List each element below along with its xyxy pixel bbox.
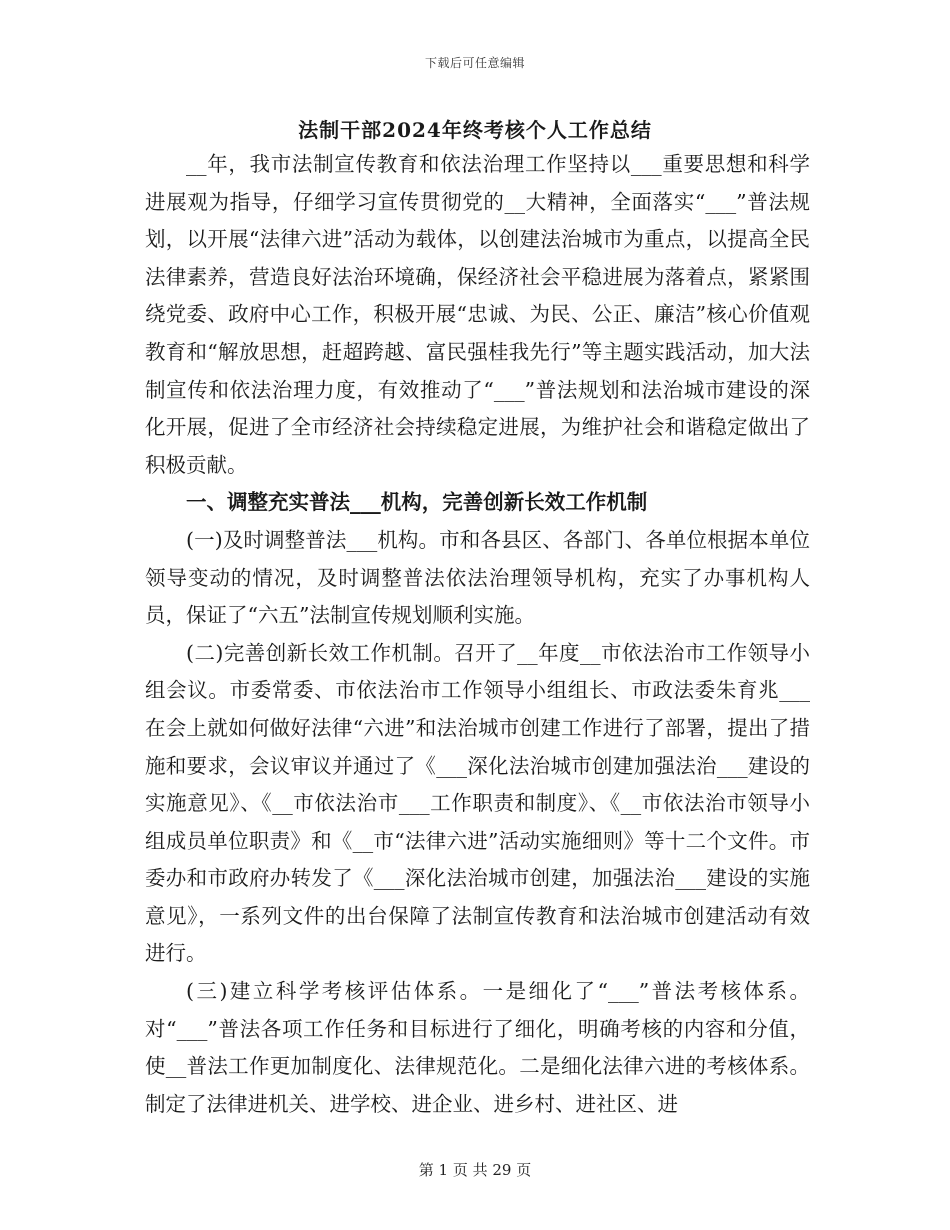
paragraph-item-3: (三)建立科学考核评估体系。一是细化了“___”普法考核体系。对“___”普法各项工作任务和目标进行了细化，明确考核的内容和分值，使__普法工作更加制度化、法律规范化。二是细化法律六进的考核体系。制定了法律进机关、进学校、进企业、进乡村、进社区、进	[145, 979, 810, 1116]
page-number-footer: 第 1 页 共 29 页	[418, 1161, 532, 1179]
intro-paragraph: __年，我市法制宣传教育和依法治理工作坚持以___重要思想和科学进展观为指导，仔细学习宣传贯彻党的__大精神，全面落实“___”普法规划，以开展“法律六进”活动为载体，以创建法治城市为重点，以提高全民法律素养，营造良好法治环境确，保经济社会平稳进展为落着点，紧紧围绕党委、政府中心工作，积极开展“忠诚、为民、公正、廉洁”核心价值观教育和“解放思想，赶超跨越、富民强桂我先行”等主题实践活动，加大法制宣传和依法治理力度，有效推动了“___”普法规划和法治城市建设的深化开展，促进了全市经济社会持续稳定进展，为维护社会和谐稳定做出了积极贡献。	[145, 152, 810, 477]
paragraph-item-1: (一)及时调整普法___机构。市和各县区、各部门、各单位根据本单位领导变动的情况，及时调整普法依法治理领导机构，充实了办事机构人员，保证了“六五”法制宣传规划顺利实施。	[145, 527, 810, 628]
document-title: 法制干部2024年终考核个人工作总结	[298, 118, 652, 142]
paragraph-item-2: (二)完善创新长效工作机制。召开了__年度__市依法治市工作领导小组会议。市委常委、市依法治市工作领导小组组长、市政法委朱育兆___在会上就如何做好法律“六进”和法治城市创建工作进行了部署，提出了措施和要求，会议审议并通过了《___深化法治城市创建加强法治___建设的实施意见》、《__市依法治市___工作职责和制度》、《__市依法治市领导小组成员单位职责》和《__市“法律六进”活动实施细则》等十二个文件。市委办和市政府办转发了《___深化法治城市创建，加强法治___建设的实施意见》，一系列文件的出台保障了法制宣传教育和法治城市创建活动有效进行。	[145, 640, 810, 966]
section-heading-1: 一、调整充实普法___机构，完善创新长效工作机制	[186, 490, 648, 515]
document-body	[145, 146, 810, 1123]
page-header-note: 下载后可任意编辑	[424, 56, 525, 70]
